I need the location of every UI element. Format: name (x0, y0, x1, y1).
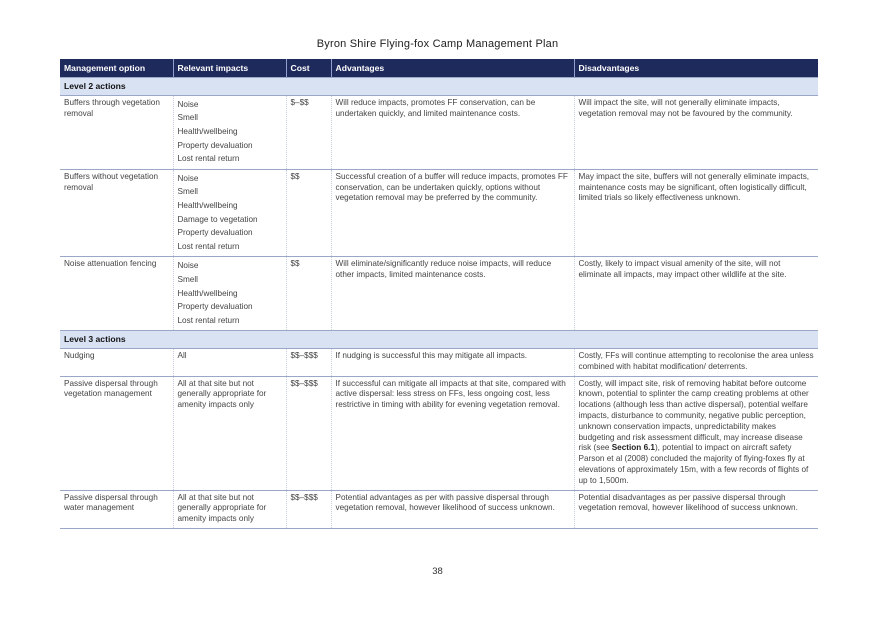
disadvantages-cell: Costly, likely to impact visual amenity of the site, will not eliminate all impacts, may impact other wildlife at the site. (574, 257, 818, 331)
impact-item: Lost rental return (177, 241, 240, 251)
cost-cell: $$ (286, 169, 331, 257)
management-options-table (60, 59, 818, 529)
impact-item: Health/wellbeing (177, 126, 238, 136)
impact-item: Property devaluation (177, 228, 253, 238)
impacts-cell: All (173, 349, 286, 377)
header-management-option: Management option (60, 59, 173, 78)
impact-item: Noise (177, 173, 199, 183)
disadvantages-cell: Will impact the site, will not generally eliminate impacts, vegetation removal may not be favoured by the community. (574, 95, 818, 169)
disadvantages-text-end: ), potential to impact on aircraft safety Parson et al (2008) concluded the majority of flying-foxes fly at elevations of approximately 15m, with a few records of flights of up to 1,500m. (578, 443, 809, 485)
impact-item: Lost rental return (177, 154, 240, 164)
impacts-cell (173, 257, 286, 331)
disadvantages-cell: Costly, FFs will continue attempting to recolonise the area unless combined with habitat modification/ deterrents. (574, 349, 818, 377)
disadvantages-text-start: Costly, will impact site, risk of removing habitat before outcome known, potential to splinter the camp creating problems at other locations (although less than active dispersal), potential welfare impacts, disturbance to community, negative public perception, unknown conservation impacts, unpredictability makes budgeting and risk assessment difficult, may increase disease risk (see (578, 378, 809, 453)
impact-item: Smell (177, 113, 198, 123)
table-header-row (60, 59, 818, 78)
impact-item: Property devaluation (177, 140, 253, 150)
option-cell: Passive dispersal through water management (60, 490, 173, 528)
header-advantages: Advantages (331, 59, 574, 78)
cost-cell: $$–$$$ (286, 490, 331, 528)
level-3-label: Level 3 actions (60, 331, 818, 349)
disadvantages-cell (574, 376, 818, 490)
table-row (60, 95, 818, 169)
cost-cell: $–$$ (286, 95, 331, 169)
advantages-cell: Will reduce impacts, promotes FF conservation, can be undertaken quickly, and limited maintenance costs. (331, 95, 574, 169)
option-cell: Passive dispersal through vegetation management (60, 376, 173, 490)
option-cell: Buffers without vegetation removal (60, 169, 173, 257)
impact-item: Noise (177, 99, 199, 109)
option-cell: Noise attenuation fencing (60, 257, 173, 331)
table-row (60, 257, 818, 331)
option-cell: Nudging (60, 349, 173, 377)
page-number: 38 (432, 566, 443, 577)
advantages-cell: If successful can mitigate all impacts at that site, compared with active dispersal: less stress on FFs, less ongoing cost, less restrictive in timing with ability for evening vegetation removal. (331, 376, 574, 490)
disadvantages-cell: May impact the site, buffers will not generally eliminate impacts, maintenance costs may be significant, often logistically difficult, limited trials so likely effectiveness unknown. (574, 169, 818, 257)
section-reference: Section 6.1 (611, 443, 655, 453)
table-row (60, 376, 818, 490)
impact-item: Lost rental return (177, 315, 240, 325)
advantages-cell: Successful creation of a buffer will reduce impacts, promotes FF conservation, can be undertaken quickly, options without vegetation removal may be preferred by the community. (331, 169, 574, 257)
advantages-cell: Will eliminate/significantly reduce noise impacts, will reduce other impacts, limited maintenance costs. (331, 257, 574, 331)
disadvantages-cell: Potential disadvantages as per passive dispersal through vegetation removal, however likelihood of success unknown. (574, 490, 818, 528)
impact-item: Property devaluation (177, 302, 253, 312)
level-2-label: Level 2 actions (60, 78, 818, 96)
cost-cell: $$–$$$ (286, 349, 331, 377)
impact-item: Smell (177, 187, 198, 197)
cost-cell: $$ (286, 257, 331, 331)
advantages-cell: Potential advantages as per with passive dispersal through vegetation removal, however likelihood of success unknown. (331, 490, 574, 528)
impact-item: Health/wellbeing (177, 200, 238, 210)
option-cell: Buffers through vegetation removal (60, 95, 173, 169)
impacts-cell (173, 95, 286, 169)
impact-item: Noise (177, 261, 199, 271)
header-disadvantages: Disadvantages (574, 59, 818, 78)
impact-item: Smell (177, 274, 198, 284)
impacts-cell: All at that site but not generally appropriate for amenity impacts only (173, 376, 286, 490)
table-row (60, 169, 818, 257)
table-row (60, 490, 818, 528)
impacts-cell (173, 169, 286, 257)
level-3-section-row (60, 331, 818, 349)
impact-item: Health/wellbeing (177, 288, 238, 298)
advantages-cell: If nudging is successful this may mitigate all impacts. (331, 349, 574, 377)
impacts-cell: All at that site but not generally appropriate for amenity impacts only (173, 490, 286, 528)
header-cost: Cost (286, 59, 331, 78)
document-title: Byron Shire Flying-fox Camp Management Plan (316, 38, 559, 50)
cost-cell: $$–$$$ (286, 376, 331, 490)
impact-item: Damage to vegetation (177, 214, 258, 224)
header-relevant-impacts: Relevant impacts (173, 59, 286, 78)
table-row (60, 349, 818, 377)
level-2-section-row (60, 78, 818, 96)
